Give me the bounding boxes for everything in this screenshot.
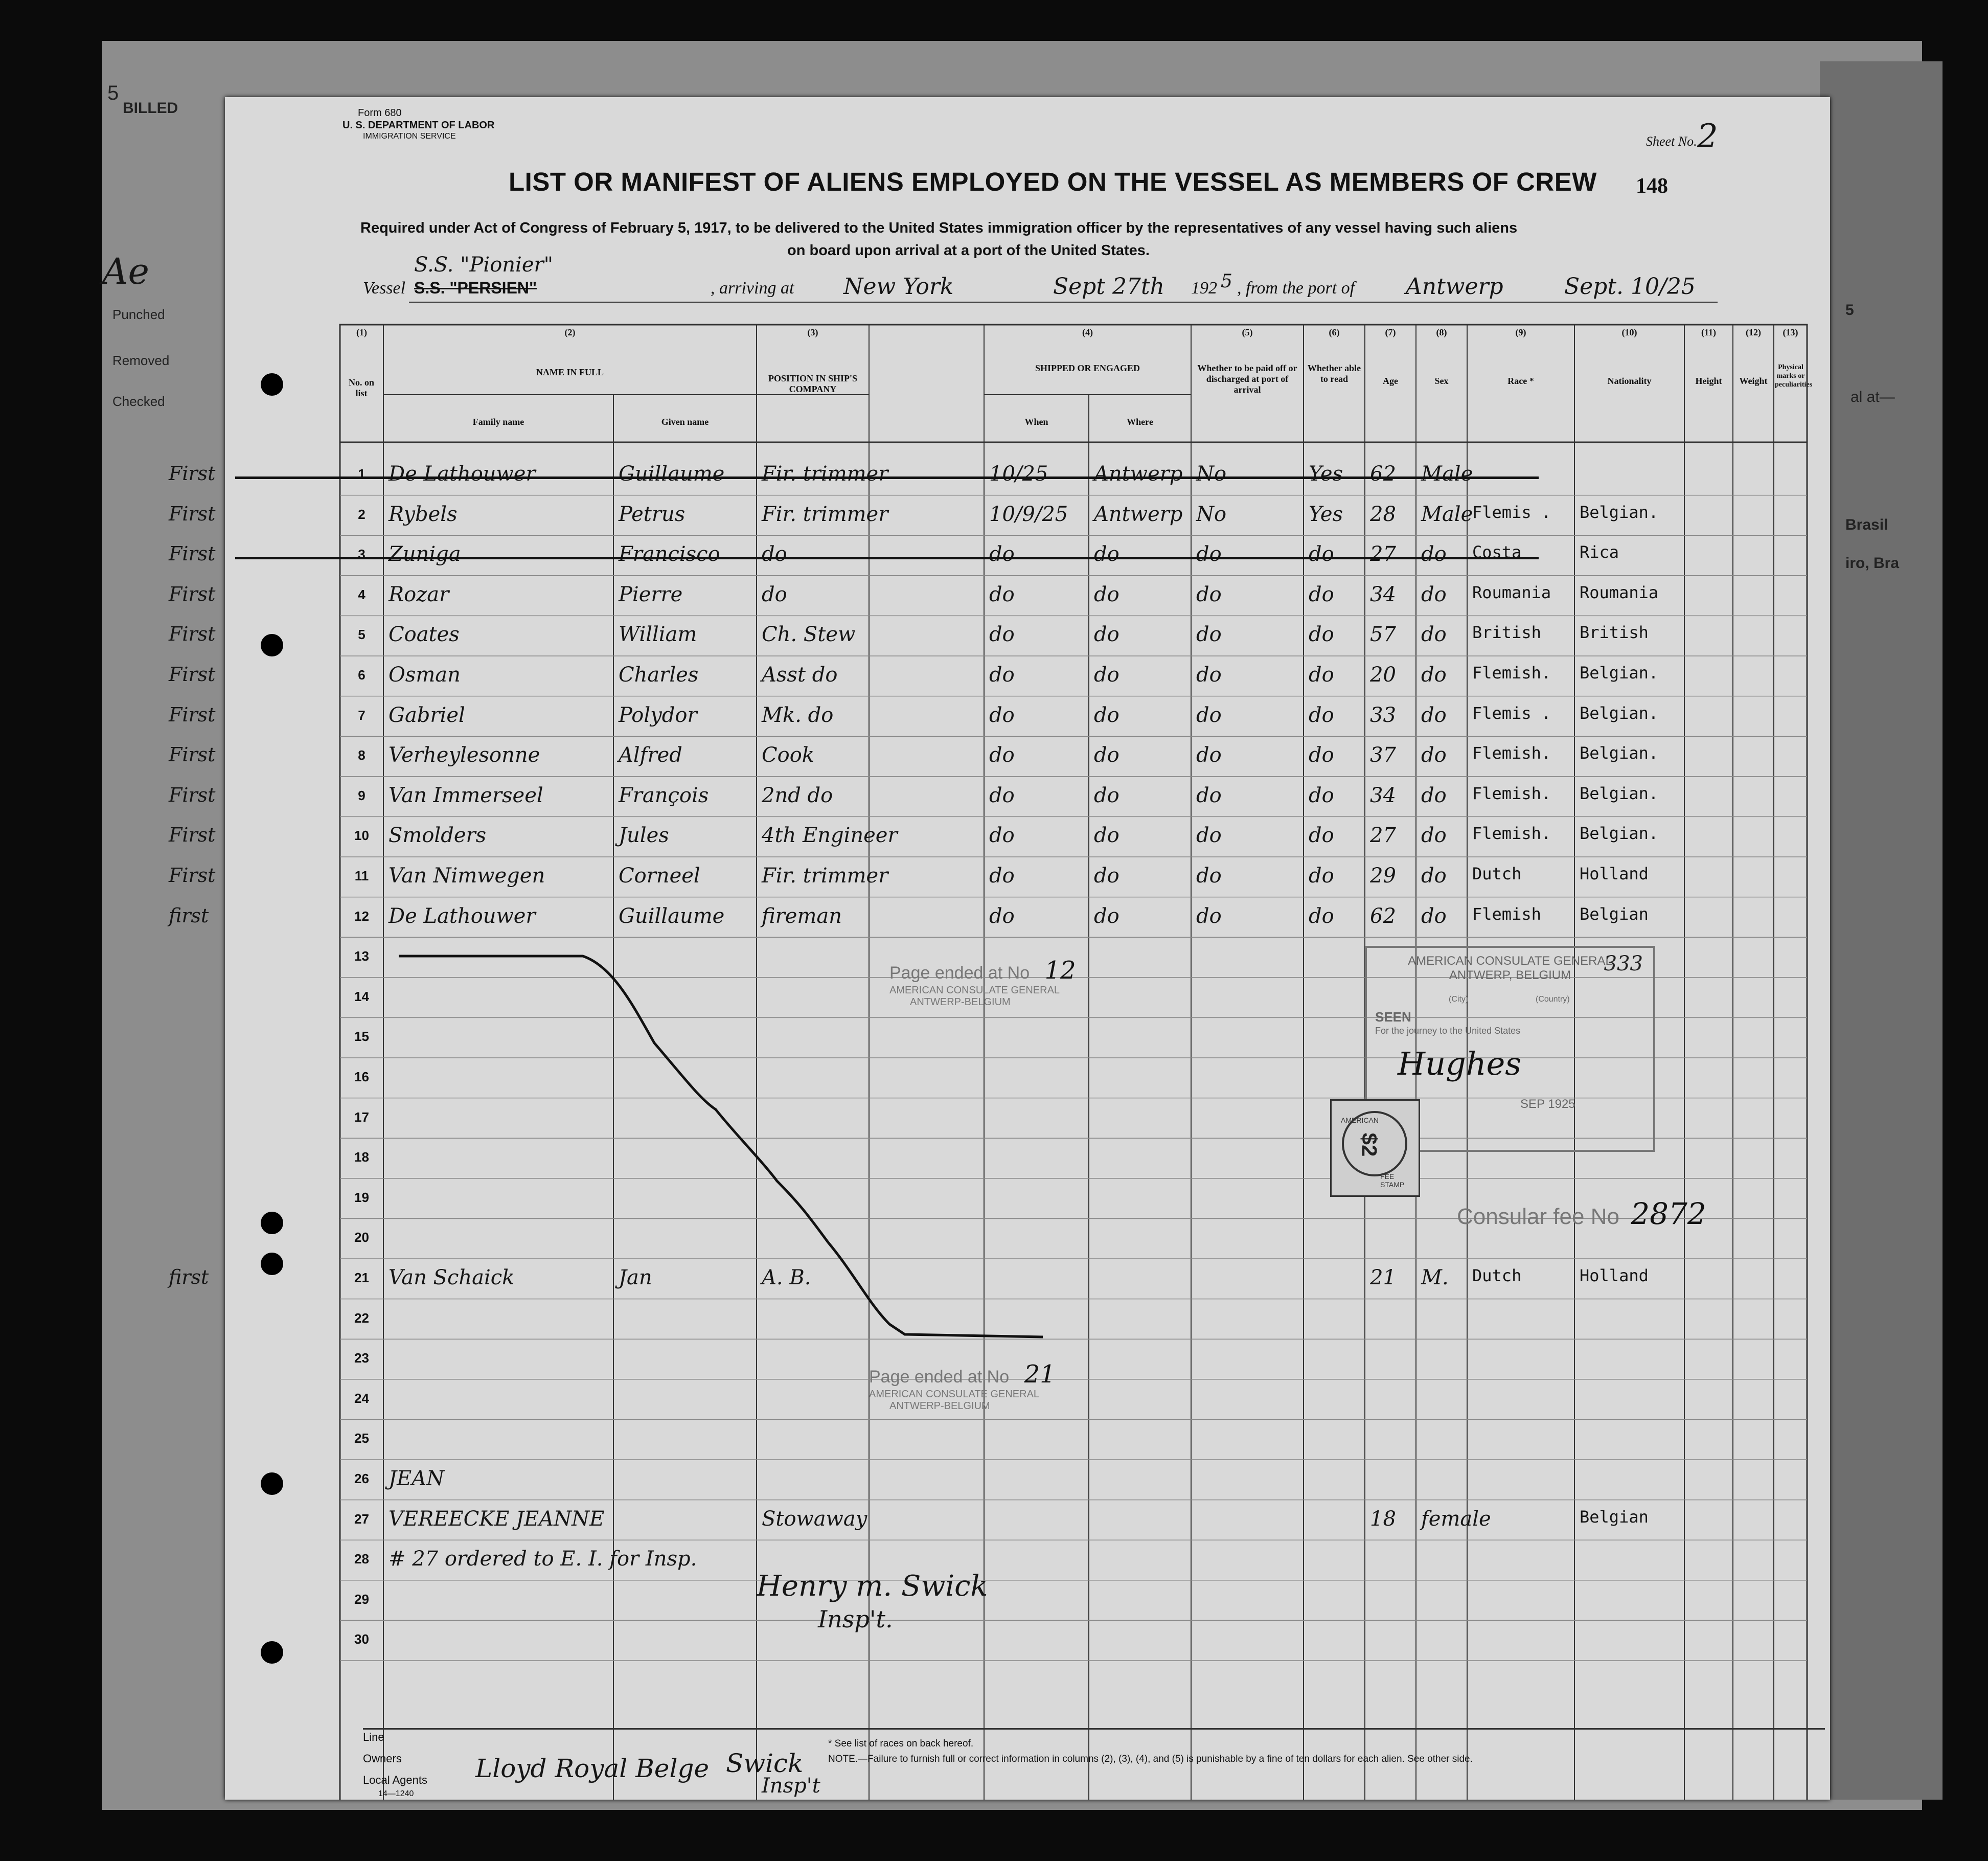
- row-class: First: [169, 623, 216, 646]
- row-class: First: [169, 743, 216, 766]
- paid-off: do: [1196, 542, 1222, 566]
- nationality: Belgian: [1580, 1507, 1649, 1527]
- row-number: 5: [358, 627, 365, 643]
- row-class: first: [169, 904, 209, 927]
- punch-hole: [261, 1641, 283, 1664]
- page-ended-1-num: 12: [1044, 956, 1076, 985]
- row-number: 17: [354, 1109, 369, 1125]
- age: 27: [1370, 824, 1396, 848]
- given-name: François: [619, 783, 709, 807]
- row-number: 15: [354, 1029, 369, 1045]
- paid-off: do: [1196, 623, 1222, 647]
- col10-num: (10): [1621, 327, 1637, 337]
- form-number: Form 680: [358, 107, 402, 119]
- row-number: 12: [354, 908, 369, 924]
- journey-label: For the journey to the United States: [1375, 1026, 1521, 1036]
- shipped-where: Antwerp: [1094, 502, 1183, 526]
- row-number: 9: [358, 787, 365, 803]
- given-name: Polydor: [619, 703, 697, 727]
- race: Flemish.: [1472, 663, 1551, 683]
- age: 62: [1370, 904, 1396, 928]
- position: Ch. Stew: [762, 623, 856, 647]
- position: do: [762, 582, 787, 606]
- col10-label: Nationality: [1607, 376, 1652, 386]
- paid-off: do: [1196, 864, 1222, 888]
- race: Flemish.: [1472, 783, 1551, 803]
- nationality: Belgian.: [1580, 663, 1659, 683]
- sheet-label: Sheet No.: [1646, 134, 1697, 149]
- sex: do: [1421, 824, 1447, 848]
- col13-num: (13): [1783, 327, 1798, 337]
- paid-off: do: [1196, 904, 1222, 928]
- shipped-when: 10/25: [989, 462, 1048, 486]
- family-name: VEREECKE JEANNE: [389, 1507, 605, 1531]
- age: 21: [1370, 1266, 1396, 1289]
- position: do: [762, 542, 787, 566]
- given-name: Guillaume: [619, 904, 725, 928]
- subtitle-line-2: on board upon arrival at a port of the United States.: [787, 242, 1150, 259]
- shipped-when: do: [989, 864, 1015, 888]
- able-to-read: do: [1309, 703, 1334, 727]
- sex: do: [1421, 542, 1447, 566]
- col3-num: (3): [807, 327, 818, 337]
- consulate-title: AMERICAN CONSULATE GENERAL: [1408, 954, 1612, 968]
- row-class: First: [169, 542, 216, 565]
- position: Fir. trimmer: [762, 462, 888, 486]
- row-number: 7: [358, 707, 365, 723]
- consulate-country-label: (Country): [1536, 995, 1570, 1004]
- nationality: Belgian.: [1580, 743, 1659, 763]
- fee-stamp-top: AMERICAN: [1341, 1116, 1379, 1124]
- shipped-where: Antwerp: [1094, 462, 1183, 486]
- age: 57: [1370, 623, 1396, 647]
- sex: Male: [1421, 462, 1473, 486]
- row-number: 27: [354, 1511, 369, 1527]
- fee-stamp: [1330, 1099, 1420, 1197]
- shipped-where: do: [1094, 904, 1119, 928]
- family-name: Zuniga: [389, 542, 461, 566]
- shipped-when: 10/9/25: [989, 502, 1068, 526]
- row-class: First: [169, 663, 216, 686]
- vessel-handwritten: S.S. "Pionier": [414, 253, 554, 277]
- fee-stamp-label: FEE STAMP: [1380, 1172, 1405, 1189]
- family-name: Gabriel: [389, 703, 465, 727]
- shipped-where: do: [1094, 864, 1119, 888]
- nationality: Belgian.: [1580, 703, 1659, 723]
- given-name: Jules: [619, 824, 669, 848]
- given-name: Charles: [619, 663, 699, 687]
- consulate-city-label: (City): [1449, 995, 1469, 1004]
- page-ended-stamp-2: [869, 1360, 1056, 1412]
- able-to-read: Yes: [1309, 502, 1343, 526]
- row-class: First: [169, 582, 216, 605]
- col6-label: Whether able to read: [1307, 363, 1361, 384]
- age: 28: [1370, 502, 1396, 526]
- age: 62: [1370, 462, 1396, 486]
- nationality: Belgian.: [1580, 824, 1659, 844]
- sex: M.: [1421, 1266, 1449, 1289]
- family-name: Rozar: [389, 582, 449, 606]
- shipped-when: do: [989, 824, 1015, 848]
- able-to-read: do: [1309, 582, 1334, 606]
- consular-fee-number: 2872: [1631, 1196, 1706, 1231]
- race: Flemis .: [1472, 502, 1551, 522]
- arriving-label: , arriving at: [711, 279, 794, 298]
- line-label: Line: [363, 1731, 384, 1743]
- paid-off: do: [1196, 582, 1222, 606]
- race: Flemish: [1472, 904, 1541, 924]
- position: 4th Engineer: [762, 824, 898, 848]
- page-ended-stamp-1: [889, 956, 1076, 1008]
- given-name: Jan: [619, 1266, 652, 1289]
- age: 34: [1370, 783, 1396, 807]
- col4-sub-when: When: [1024, 417, 1048, 427]
- sex: do: [1421, 783, 1447, 807]
- col5-label: Whether to be paid off or discharged at port of arrival: [1197, 363, 1297, 395]
- family-name: JEAN: [389, 1467, 445, 1490]
- manifest-page: [169, 97, 1830, 1800]
- shipped-when: do: [989, 783, 1015, 807]
- inspector-signature: Swick: [726, 1749, 804, 1778]
- punch-hole: [261, 1212, 283, 1234]
- paid-off: No: [1196, 462, 1227, 486]
- race: Flemish.: [1472, 824, 1551, 844]
- family-name: # 27 ordered to E. I. for Insp.: [389, 1547, 697, 1571]
- sex: do: [1421, 743, 1447, 767]
- page-ended-1-city: ANTWERP-BELGIUM: [910, 996, 1011, 1008]
- family-name: Coates: [389, 623, 460, 647]
- position: Mk. do: [762, 703, 834, 727]
- age: 20: [1370, 663, 1396, 687]
- col4-num: (4): [1082, 327, 1093, 337]
- year-label: 192: [1191, 279, 1217, 298]
- paid-off: do: [1196, 783, 1222, 807]
- row-number: 4: [358, 586, 365, 602]
- consul-signature: Hughes: [1398, 1045, 1522, 1082]
- shipped-where: do: [1094, 582, 1119, 606]
- age: 33: [1370, 703, 1396, 727]
- sheet-number: 2: [1697, 118, 1718, 155]
- row-number: 25: [354, 1431, 369, 1446]
- edge-note-checked: Checked: [112, 394, 165, 409]
- page-ended-2-org: AMERICAN CONSULATE GENERAL: [869, 1389, 1040, 1400]
- underlying-sheet-right: [1820, 61, 1943, 1800]
- row-number: 23: [354, 1350, 369, 1366]
- punch-hole: [261, 1253, 283, 1275]
- able-to-read: do: [1309, 864, 1334, 888]
- age: 37: [1370, 743, 1396, 767]
- edge-right-5: 5: [1845, 302, 1854, 319]
- shipped-where: do: [1094, 783, 1119, 807]
- position: fireman: [762, 904, 842, 928]
- family-name: Smolders: [389, 824, 487, 848]
- shipped-where: do: [1094, 663, 1119, 687]
- col13-label: Physical marks or peculiarities: [1775, 364, 1813, 389]
- punch-hole: [261, 634, 283, 656]
- paid-off: do: [1196, 824, 1222, 848]
- row-number: 3: [358, 547, 365, 562]
- given-name: Guillaume: [619, 462, 725, 486]
- row-number: 6: [358, 667, 365, 683]
- col1-label: No. on list: [348, 377, 374, 398]
- footnote-fine: NOTE.—Failure to furnish full or correct information in columns (2), (3), (4), and (5) is punishable by a fine of ten dollars for each alien. See other side.: [828, 1754, 1473, 1764]
- position: Fir. trimmer: [762, 864, 888, 888]
- shipped-when: do: [989, 582, 1015, 606]
- family-name: De Lathouwer: [389, 462, 536, 486]
- footer-rule: [363, 1728, 1825, 1730]
- family-name: De Lathouwer: [389, 904, 536, 928]
- row-number: 2: [358, 506, 365, 522]
- vessel-struck: S.S. "PERSIEN": [414, 279, 537, 297]
- shipped-where: do: [1094, 542, 1119, 566]
- able-to-read: do: [1309, 904, 1334, 928]
- row-class: First: [169, 462, 216, 485]
- shipped-where: do: [1094, 623, 1119, 647]
- consular-fee-label: Consular fee No: [1457, 1204, 1619, 1229]
- punch-hole: [261, 1472, 283, 1495]
- position: 2nd do: [762, 783, 833, 807]
- race: Flemis .: [1472, 703, 1551, 723]
- nationality: Rica: [1580, 542, 1619, 562]
- race: Flemish.: [1472, 743, 1551, 763]
- departure-date: Sept. 10/25: [1564, 274, 1696, 300]
- col2-num: (2): [564, 327, 576, 337]
- row-class: First: [169, 703, 216, 726]
- col2-sub-given: Given name: [661, 417, 709, 427]
- position: Cook: [762, 743, 815, 767]
- sex: do: [1421, 904, 1447, 928]
- nationality: Belgian: [1580, 904, 1649, 924]
- col11-num: (11): [1701, 327, 1716, 337]
- col8-num: (8): [1436, 327, 1447, 337]
- given-name: Petrus: [619, 502, 685, 526]
- col7-num: (7): [1385, 327, 1396, 337]
- row-class: First: [169, 824, 216, 847]
- shipped-when: do: [989, 703, 1015, 727]
- col5-num: (5): [1242, 327, 1253, 337]
- sex: do: [1421, 623, 1447, 647]
- able-to-read: do: [1309, 663, 1334, 687]
- col12-num: (12): [1746, 327, 1761, 337]
- row-number: 22: [354, 1310, 369, 1326]
- page-ended-2-num: 21: [1024, 1360, 1056, 1389]
- able-to-read: do: [1309, 743, 1334, 767]
- age: 18: [1370, 1507, 1396, 1531]
- nationality: Roumania: [1580, 582, 1659, 602]
- nationality: Holland: [1580, 864, 1649, 883]
- nationality: Holland: [1580, 1266, 1649, 1285]
- position: Asst do: [762, 663, 838, 687]
- able-to-read: do: [1309, 824, 1334, 848]
- col7-label: Age: [1383, 376, 1398, 386]
- sex: do: [1421, 663, 1447, 687]
- row-class: First: [169, 864, 216, 887]
- position: Stowaway: [762, 1507, 867, 1531]
- page-ended-2-label: Page ended at No: [869, 1367, 1010, 1387]
- given-name: Francisco: [619, 542, 720, 566]
- sex: Male: [1421, 502, 1473, 526]
- row-number: 26: [354, 1471, 369, 1486]
- row-class: first: [169, 1266, 209, 1288]
- position: A. B.: [762, 1266, 811, 1289]
- paid-off: do: [1196, 743, 1222, 767]
- shipped-where: do: [1094, 824, 1119, 848]
- department: U. S. DEPARTMENT OF LABOR: [342, 120, 495, 131]
- col12-label: Weight: [1739, 376, 1768, 386]
- given-name: Corneel: [619, 864, 700, 888]
- paid-off: No: [1196, 502, 1227, 526]
- able-to-read: Yes: [1309, 462, 1343, 486]
- col4-sub-where: Where: [1127, 417, 1153, 427]
- seen-label: SEEN: [1375, 1009, 1411, 1025]
- given-name: William: [619, 623, 697, 647]
- row-number: 19: [354, 1189, 369, 1205]
- nationality: Belgian.: [1580, 502, 1659, 522]
- family-name: Van Nimwegen: [389, 864, 545, 888]
- stamp-date: SEP 1925: [1520, 1097, 1575, 1111]
- race: Dutch: [1472, 1266, 1522, 1285]
- edge-note-ae: Ae: [102, 251, 149, 292]
- edge-code: 5: [107, 82, 119, 104]
- sex: do: [1421, 864, 1447, 888]
- sex: do: [1421, 582, 1447, 606]
- page-ended-2-city: ANTWERP-BELGIUM: [889, 1400, 990, 1412]
- able-to-read: do: [1309, 542, 1334, 566]
- punch-hole: [261, 373, 283, 396]
- row-number: 14: [354, 988, 369, 1004]
- fee-stamp-amount: $2: [1357, 1132, 1382, 1157]
- col3-label: POSITION IN SHIP'S COMPANY: [768, 373, 858, 394]
- age: 27: [1370, 542, 1396, 566]
- from-port: Antwerp: [1406, 274, 1503, 300]
- race: Dutch: [1472, 864, 1522, 883]
- from-label: , from the port of: [1237, 279, 1355, 298]
- shipped-where: do: [1094, 743, 1119, 767]
- agents-value: Lloyd Royal Belge: [475, 1754, 710, 1783]
- family-name: Osman: [389, 663, 461, 687]
- family-name: Van Schaick: [389, 1266, 515, 1289]
- given-name: Pierre: [619, 582, 683, 606]
- arriving-port: New York: [843, 274, 954, 300]
- page-title: LIST OR MANIFEST OF ALIENS EMPLOYED ON THE VESSEL AS MEMBERS OF CREW: [509, 167, 1597, 196]
- row-number: 13: [354, 948, 369, 964]
- family-name: Verheylesonne: [389, 743, 540, 767]
- service: IMMIGRATION SERVICE: [363, 132, 456, 141]
- race: Costa: [1472, 542, 1522, 562]
- consulate-city: ANTWERP, BELGIUM: [1449, 968, 1571, 982]
- row-class: First: [169, 502, 216, 525]
- family-name: Rybels: [389, 502, 458, 526]
- row-number: 10: [354, 828, 369, 844]
- row-number: 1: [358, 466, 365, 482]
- col9-num: (9): [1515, 327, 1526, 337]
- consulate-number: 333: [1604, 952, 1643, 975]
- row-number: 29: [354, 1591, 369, 1607]
- row-class: First: [169, 783, 216, 806]
- able-to-read: do: [1309, 783, 1334, 807]
- consular-fee: [1457, 1196, 1706, 1231]
- shipped-when: do: [989, 623, 1015, 647]
- col4-label: SHIPPED OR ENGAGED: [1035, 363, 1140, 373]
- row-number: 30: [354, 1631, 369, 1647]
- agents-label: Local Agents: [363, 1774, 427, 1786]
- year-digit: 5: [1221, 271, 1232, 292]
- row-number: 18: [354, 1149, 369, 1165]
- master-title: Insp't.: [818, 1605, 893, 1633]
- shipped-when: do: [989, 542, 1015, 566]
- arrival-date: Sept 27th: [1053, 274, 1165, 300]
- row-number: 28: [354, 1551, 369, 1567]
- paid-off: do: [1196, 703, 1222, 727]
- edge-note-punched: Punched: [112, 307, 165, 322]
- form-code: 14—1240: [378, 1789, 414, 1798]
- shipped-where: do: [1094, 703, 1119, 727]
- given-name: Alfred: [619, 743, 682, 767]
- family-name: Van Immerseel: [389, 783, 543, 807]
- page-number: 148: [1636, 174, 1668, 198]
- shipped-when: do: [989, 663, 1015, 687]
- position: Fir. trimmer: [762, 502, 888, 526]
- race: Roumania: [1472, 582, 1551, 602]
- age: 34: [1370, 582, 1396, 606]
- edge-note-removed: Removed: [112, 353, 170, 368]
- nationality: British: [1580, 623, 1649, 643]
- age: 29: [1370, 864, 1396, 888]
- able-to-read: do: [1309, 623, 1334, 647]
- footnote-races: * See list of races on back hereof.: [828, 1738, 974, 1749]
- row-number: 16: [354, 1069, 369, 1084]
- sex: do: [1421, 703, 1447, 727]
- paid-off: do: [1196, 663, 1222, 687]
- col1-num: (1): [356, 327, 367, 337]
- col2-sub-family: Family name: [472, 417, 524, 427]
- row-number: 24: [354, 1390, 369, 1406]
- owners-label: Owners: [363, 1752, 402, 1765]
- page-ended-1-label: Page ended at No: [889, 963, 1030, 983]
- col6-num: (6): [1329, 327, 1340, 337]
- subtitle-line-1: Required under Act of Congress of February 5, 1917, to be delivered to the United States immigration officer by the representatives of any vessel having such aliens: [360, 220, 1518, 236]
- master-signature: Henry m. Swick: [757, 1570, 988, 1603]
- row-number: 21: [354, 1270, 369, 1285]
- edge-billed: BILLED: [123, 100, 178, 117]
- row-number: 8: [358, 747, 365, 763]
- vessel-label: Vessel: [363, 279, 406, 298]
- row-number: 11: [354, 868, 369, 883]
- col11-label: Height: [1695, 376, 1722, 386]
- inspector-title: Insp't: [762, 1774, 820, 1798]
- shipped-when: do: [989, 904, 1015, 928]
- col9-label: Race *: [1507, 376, 1534, 386]
- edge-right-al: al at—: [1850, 389, 1895, 405]
- edge-right-bra: iro, Bra: [1845, 555, 1900, 572]
- col2-label: NAME IN FULL: [536, 367, 604, 377]
- row-number: 20: [354, 1230, 369, 1245]
- nationality: Belgian.: [1580, 783, 1659, 803]
- col8-label: Sex: [1434, 376, 1449, 386]
- edge-right-brasil: Brasil: [1845, 516, 1888, 533]
- page-ended-1-org: AMERICAN CONSULATE GENERAL: [889, 985, 1060, 996]
- race: British: [1472, 623, 1541, 643]
- sex: female: [1421, 1507, 1491, 1531]
- shipped-when: do: [989, 743, 1015, 767]
